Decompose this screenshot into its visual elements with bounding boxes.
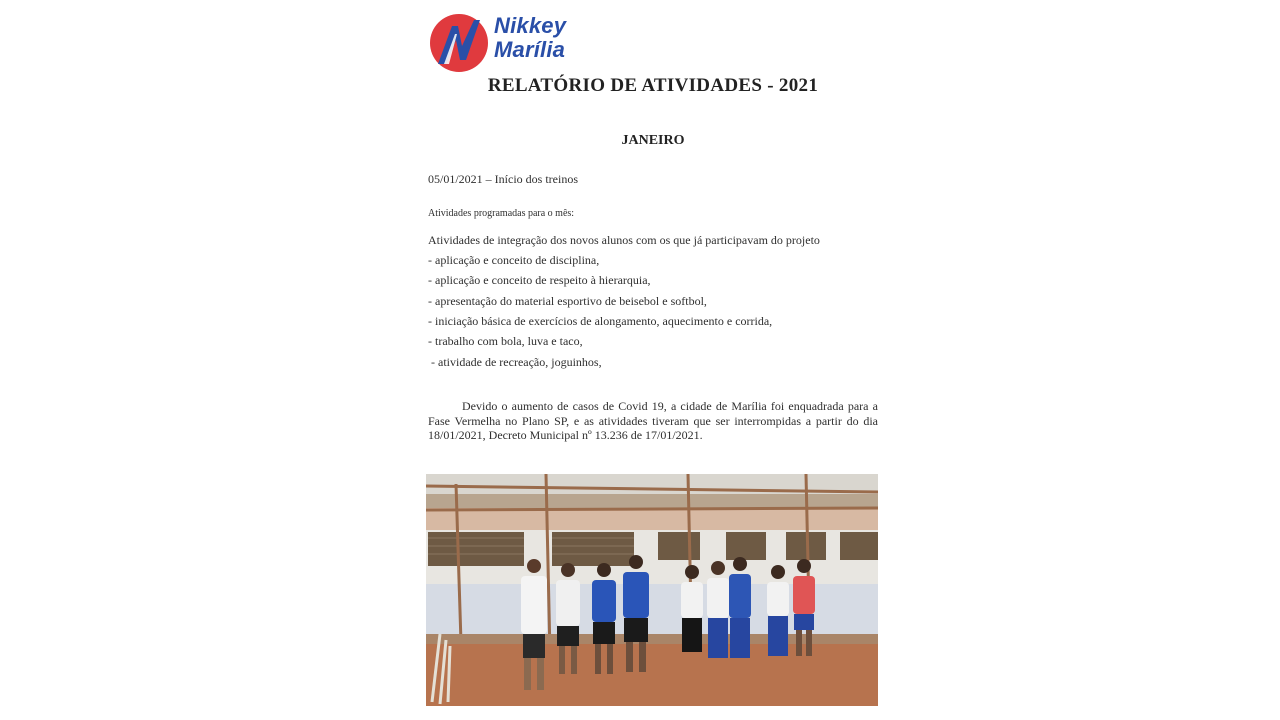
logo-mark-icon: [428, 12, 490, 74]
logo-line-1: Nikkey: [494, 13, 567, 38]
activity-item: - aplicação e conceito de respeito à hierarquia,: [428, 273, 651, 287]
logo-line-2: Marília: [494, 37, 566, 62]
activity-item: - apresentação do material esportivo de beisebol e softbol,: [428, 294, 707, 308]
activity-item: - trabalho com bola, luva e taco,: [428, 334, 583, 348]
activities-intro: Atividades de integração dos novos alunos com os que já participavam do projeto: [428, 233, 820, 247]
activity-item: - aplicação e conceito de disciplina,: [428, 253, 600, 267]
team-photo: [426, 474, 878, 706]
start-date-line: 05/01/2021 – Início dos treinos: [428, 172, 578, 186]
team-photo-image: [426, 474, 878, 706]
report-title: RELATÓRIO DE ATIVIDADES - 2021: [487, 75, 819, 96]
activity-item: - atividade de recreação, joguinhos,: [428, 355, 602, 369]
logo-wordmark: [494, 14, 566, 62]
activity-item: - iniciação básica de exercícios de alongamento, aquecimento e corrida,: [428, 314, 773, 328]
activities-heading: Atividades programadas para o mês:: [428, 208, 575, 219]
nikkey-marilia-logo: [428, 10, 588, 74]
month-heading: JANEIRO: [621, 133, 685, 148]
covid-paragraph: Devido o aumento de casos de Covid 19, a cidade de Marília foi enquadrada para a Fase Vermelha no Plano SP, e as atividades tiveram que ser interrompidas a partir do dia 18/01/2021, Decreto Municipal nº 13.236 de 17/01/2021.: [428, 399, 878, 442]
